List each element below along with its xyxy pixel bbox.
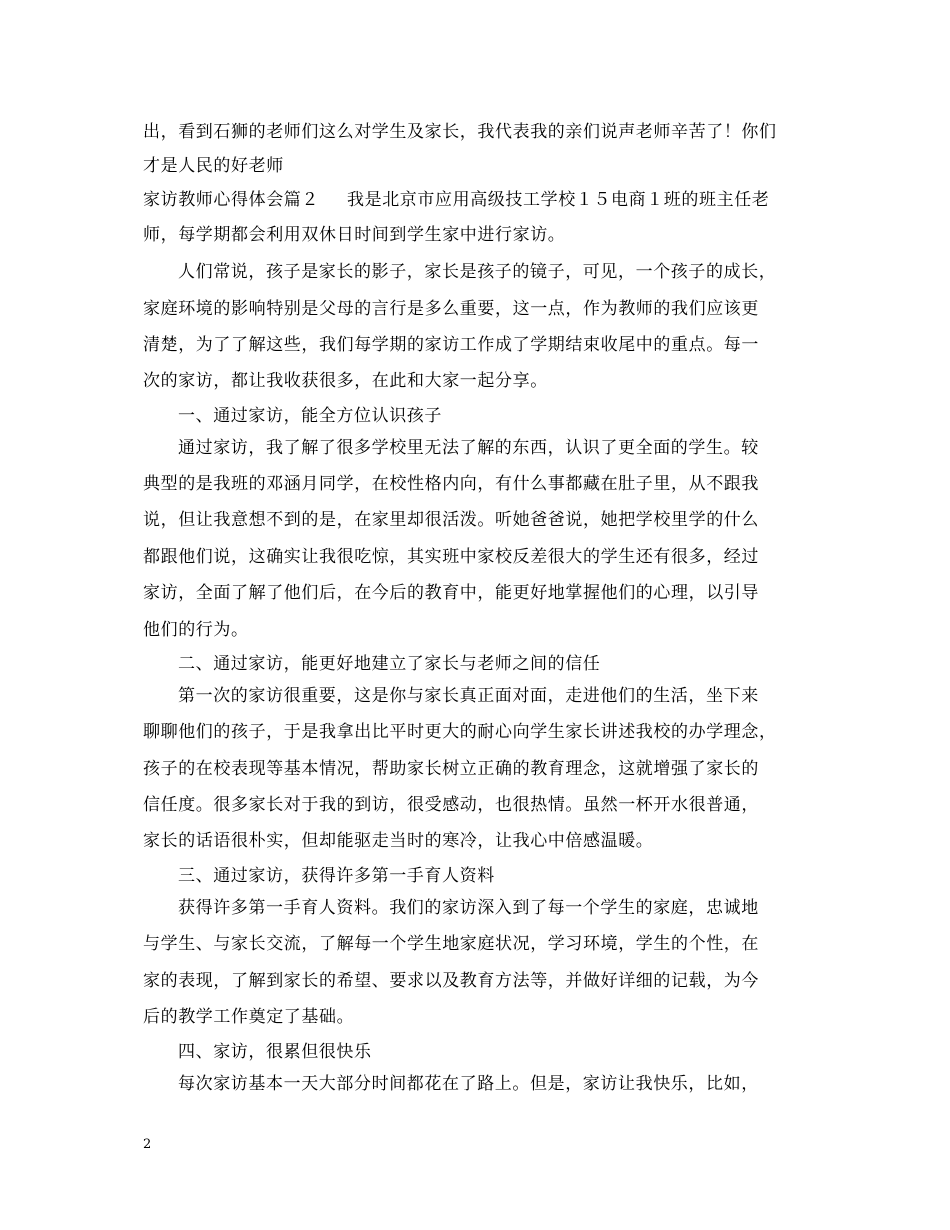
text-line: 说，但让我意想不到的是，在家里却很活泼。听她爸爸说，她把学校里学的什么 (143, 510, 759, 530)
text-line: 信任度。很多家长对于我的到访，很受感动，也很热情。虽然一杯开水很普通， (143, 795, 759, 815)
subheading: 二、通过家访，能更好地建立了家长与老师之间的信任 (178, 654, 601, 674)
section-title-line (143, 189, 769, 211)
text-line: 师，每学期都会利用双休日时间到学生家中进行家访。 (143, 225, 566, 245)
text-line: 家的表现，了解到家长的希望、要求以及教育方法等，并做好详细的记载，为今 (143, 971, 759, 991)
text-line: 家庭环境的影响特别是父母的言行是多么重要，这一点，作为教师的我们应该更 (143, 299, 759, 319)
text-line: 他们的行为。 (143, 620, 249, 640)
page-number: 2 (143, 1137, 152, 1152)
text-line: 每次家访基本一天大部分时间都花在了路上。但是，家访让我快乐，比如， (178, 1074, 759, 1094)
subheading: 三、通过家访，获得许多第一手育人资料 (178, 866, 495, 886)
text-line: 孩子的在校表现等基本情况，帮助家长树立正确的教育理念，这就增强了家长的 (143, 759, 759, 779)
text-line: 通过家访，我了解了很多学校里无法了解的东西，认识了更全面的学生。较 (178, 438, 759, 458)
text-line: 第一次的家访很重要，这是你与家长真正面对面，走进他们的生活，坐下来 (178, 686, 759, 706)
text-line: 与学生、与家长交流，了解每一个学生地家庭状况，学习环境，学生的个性，在 (143, 934, 759, 954)
text-line: 次的家访，都让我收获很多，在此和大家一起分享。 (143, 371, 548, 391)
text-line: 获得许多第一手育人资料。我们的家访深入到了每一个学生的家庭，忠诚地 (178, 898, 759, 918)
text-line: 都跟他们说，这确实让我很吃惊，其实班中家校反差很大的学生还有很多，经过 (143, 547, 759, 567)
section-title: 家访教师心得体会篇２ (143, 190, 319, 210)
text-line: 才是人民的好老师 (143, 156, 284, 176)
subheading: 一、通过家访，能全方位认识孩子 (178, 406, 442, 426)
text-line: 典型的是我班的邓涵月同学，在校性格内向，有什么事都藏在肚子里，从不跟我 (143, 474, 759, 494)
text-line: 聊聊他们的孩子，于是我拿出比平时更大的耐心向学生家长讲述我校的办学理念， (143, 722, 777, 742)
text-line: 出，看到石狮的老师们这么对学生及家长，我代表我的亲们说声老师辛苦了！你们 (143, 122, 777, 142)
text-line: 清楚，为了了解这些，我们每学期的家访工作成了学期结束收尾中的重点。每一 (143, 335, 759, 355)
text-line: 我是北京市应用高级技工学校１５电商１班的班主任老 (347, 190, 770, 210)
subheading: 四、家访，很累但很快乐 (178, 1042, 372, 1062)
text-line: 后的教学工作奠定了基础。 (143, 1007, 355, 1027)
text-line: 家访，全面了解了他们后，在今后的教育中，能更好地掌握他们的心理，以引导 (143, 583, 759, 603)
text-line: 人们常说，孩子是家长的影子，家长是孩子的镜子，可见，一个孩子的成长， (178, 262, 777, 282)
text-line: 家长的话语很朴实，但却能驱走当时的寒冷，让我心中倍感温暖。 (143, 831, 654, 851)
